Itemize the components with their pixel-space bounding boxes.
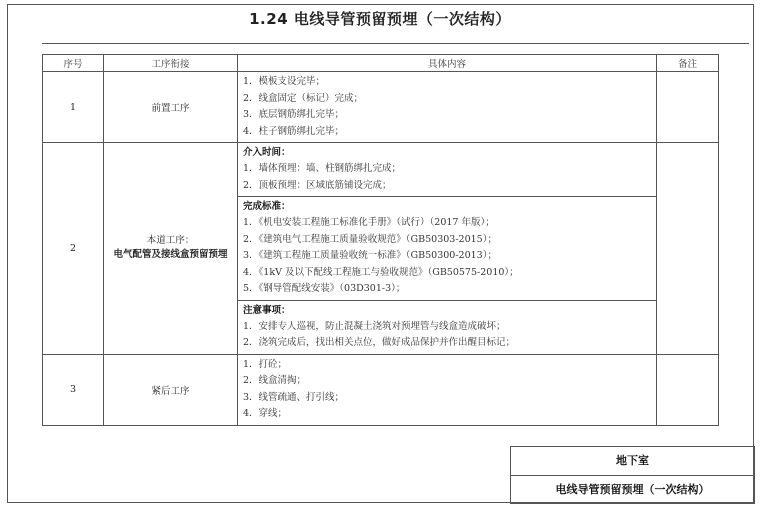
section-heading: 注意事项： xyxy=(243,304,291,316)
list-item: 4．《1kV 及以下配线工程施工与验收规范》（GB50575-2010）； xyxy=(243,266,519,278)
list-item: 2．浇筑完成后，找出相关点位，做好成品保护并作出醒目标记； xyxy=(243,337,516,348)
row-content xyxy=(238,143,657,355)
procedure-table xyxy=(42,54,719,426)
section-timing xyxy=(238,143,656,196)
row-remarks xyxy=(657,354,719,425)
list-item: 1．墙体预埋：墙、柱钢筋绑扎完成； xyxy=(243,163,402,174)
stage-label: 本道工序： xyxy=(146,235,195,247)
list-item: 3．底层钢筋绑扎完毕； xyxy=(243,109,345,120)
row-stage xyxy=(104,143,238,355)
list-item: 1．模板支设完毕； xyxy=(243,76,326,87)
row-remarks xyxy=(657,143,719,355)
list-item: 2．《建筑电气工程施工质量验收规范》（GB50303-2015）； xyxy=(243,233,497,245)
section-heading: 介入时间： xyxy=(243,147,291,158)
header-stage: 工序衔接 xyxy=(104,55,238,72)
table-row xyxy=(43,72,719,143)
row-stage: 前置工序 xyxy=(104,72,238,143)
section-standards xyxy=(238,196,656,300)
header-remarks: 备注 xyxy=(657,55,719,72)
row-remarks xyxy=(657,72,719,143)
table-row xyxy=(43,354,719,425)
list-item: 2．顶板预埋：区域底筋铺设完成； xyxy=(243,179,392,191)
row-no: 1 xyxy=(43,72,104,143)
header-no: 序号 xyxy=(43,55,104,72)
table-header-row xyxy=(43,55,719,72)
section-heading: 完成标准： xyxy=(243,201,291,212)
page-title: 1.24 电线导管预留预埋（一次结构） xyxy=(249,10,511,28)
list-item: 1．打砼； xyxy=(243,358,288,370)
list-item: 2．线盒固定（标记）完成； xyxy=(243,92,364,104)
section-notes xyxy=(238,300,656,354)
list-item: 3．《建筑工程施工质量验收统一标准》（GB50300-2013）； xyxy=(243,250,497,261)
location-label: 地下室 xyxy=(616,454,649,467)
list-item: 3．线管疏通、打引线； xyxy=(243,391,345,403)
title-block xyxy=(510,446,755,504)
title-divider xyxy=(42,43,749,44)
row-content xyxy=(238,354,657,425)
drawing-name: 电线导管预留预埋（一次结构） xyxy=(511,475,754,504)
row-stage: 紧后工序 xyxy=(104,354,238,425)
list-item: 4．柱子钢筋绑扎完毕； xyxy=(243,125,345,137)
row-no: 2 xyxy=(43,143,104,355)
stage-title: 电气配管及接线盒预留预埋 xyxy=(113,249,228,261)
list-item: 1．安排专人巡视，防止混凝土浇筑对预埋管与线盒造成破坏； xyxy=(243,320,506,332)
list-item: 5．《钢导管配线安装》（03D301-3）； xyxy=(243,283,406,294)
header-content: 具体内容 xyxy=(238,55,657,72)
list-item: 2．线盒清掏； xyxy=(243,375,307,386)
row-content xyxy=(238,72,657,143)
row-no: 3 xyxy=(43,354,104,425)
list-item: 4．穿线； xyxy=(243,408,288,419)
table-row xyxy=(43,143,719,355)
list-item: 1．《机电安装工程施工标准化手册》（试行）（2017 年版）； xyxy=(243,217,495,228)
